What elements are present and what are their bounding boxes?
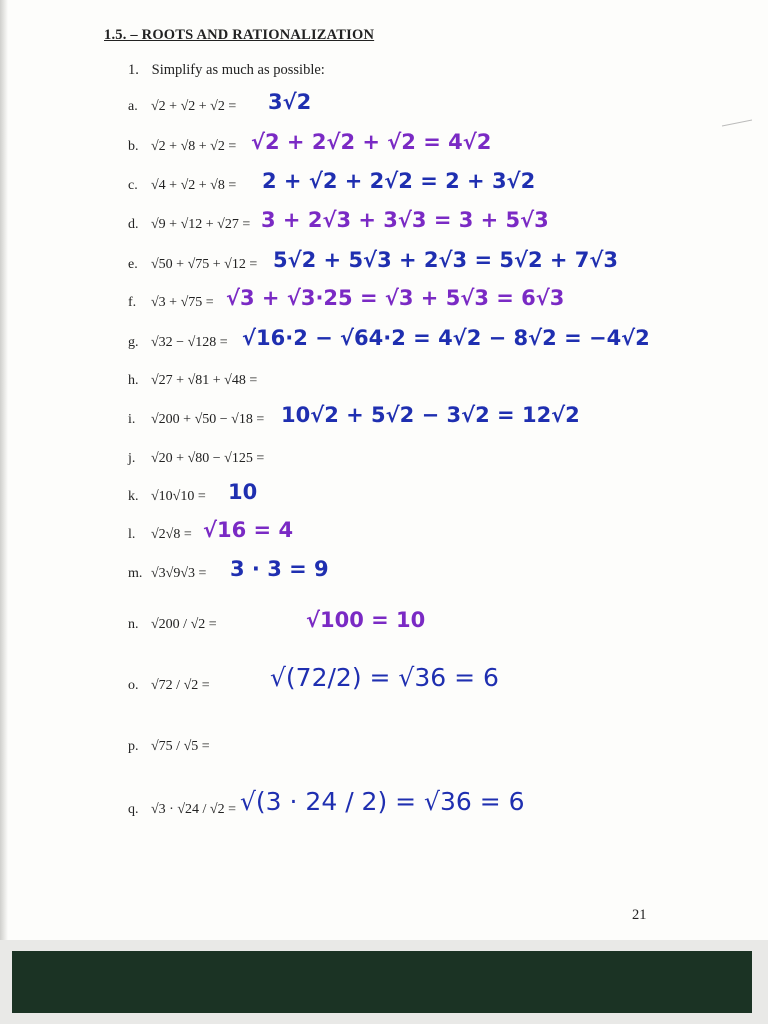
exercise-letter: m.	[128, 566, 143, 581]
handwritten-answer: 3√2	[268, 90, 312, 114]
handwritten-answer: √2 + 2√2 + √2 = 4√2	[251, 130, 492, 154]
exercise-expression: √200 + √50 − √18 =	[151, 412, 265, 427]
exercise-letter: d.	[128, 217, 139, 232]
exercise-expression: √3√9√3 =	[151, 566, 207, 581]
handwritten-answer: 3 · 3 = 9	[230, 557, 329, 581]
exercise-expression: √32 − √128 =	[151, 335, 228, 350]
exercise-expression: √4 + √2 + √8 =	[151, 178, 237, 193]
scan-mark	[722, 120, 752, 126]
exercise-expression: √3 + √75 =	[151, 295, 214, 310]
exercise-expression: √2 + √2 + √2 =	[151, 99, 237, 114]
handwritten-answer: √(3 · 24 / 2) = √36 = 6	[240, 787, 525, 816]
exercise-letter: g.	[128, 335, 139, 350]
exercise-letter: e.	[128, 257, 138, 272]
exercise-letter: f.	[128, 295, 137, 310]
exercise-expression: √27 + √81 + √48 =	[151, 373, 258, 388]
handwritten-answer: √16 = 4	[203, 518, 294, 542]
handwritten-answer: √(72/2) = √36 = 6	[270, 663, 499, 692]
handwritten-answer: √16·2 − √64·2 = 4√2 − 8√2 = −4√2	[242, 326, 650, 350]
handwritten-answer: √3 + √3·25 = √3 + 5√3 = 6√3	[226, 286, 565, 310]
section-title: 1.5. – ROOTS AND RATIONALIZATION	[104, 27, 375, 43]
exercise-expression: √2√8 =	[151, 527, 192, 542]
exercise-letter: j.	[128, 451, 136, 466]
exercise-letter: c.	[128, 178, 138, 193]
handwritten-answer: 3 + 2√3 + 3√3 = 3 + 5√3	[261, 208, 549, 232]
exercise-letter: h.	[128, 373, 139, 388]
handwritten-answer: 10	[228, 480, 258, 504]
exercise-expression: √75 / √5 =	[151, 739, 210, 754]
handwritten-answer: √100 = 10	[306, 608, 426, 632]
exercise-expression: √200 / √2 =	[151, 617, 217, 632]
exercise-expression: √20 + √80 − √125 =	[151, 451, 265, 466]
handwritten-answer: 5√2 + 5√3 + 2√3 = 5√2 + 7√3	[273, 248, 619, 272]
exercise-letter: l.	[128, 527, 136, 542]
instruction-text: Simplify as much as possible:	[151, 62, 325, 78]
exercise-expression: √10√10 =	[151, 489, 206, 504]
exercise-expression: √9 + √12 + √27 =	[151, 217, 251, 232]
instruction	[128, 62, 325, 79]
exercise-expression: √72 / √2 =	[151, 678, 210, 693]
handwritten-answer: 2 + √2 + 2√2 = 2 + 3√2	[262, 169, 536, 193]
page-edge-shadow	[0, 0, 8, 940]
exercise-letter: i.	[128, 412, 136, 427]
exercise-letter: p.	[128, 739, 139, 754]
exercise-expression: √3 · √24 / √2 =	[151, 802, 236, 817]
handwritten-answer: 10√2 + 5√2 − 3√2 = 12√2	[281, 403, 580, 427]
exercise-letter: n.	[128, 617, 139, 632]
exercise-letter: k.	[128, 489, 139, 504]
page-number: 21	[632, 907, 647, 923]
exercise-letter: o.	[128, 678, 139, 693]
binder-strip	[12, 951, 752, 1013]
exercise-letter: b.	[128, 139, 139, 154]
exercise-letter: a.	[128, 99, 138, 114]
exercise-expression: √50 + √75 + √12 =	[151, 257, 258, 272]
instruction-number: 1.	[128, 62, 139, 78]
exercise-letter: q.	[128, 802, 139, 817]
exercise-expression: √2 + √8 + √2 =	[151, 139, 237, 154]
